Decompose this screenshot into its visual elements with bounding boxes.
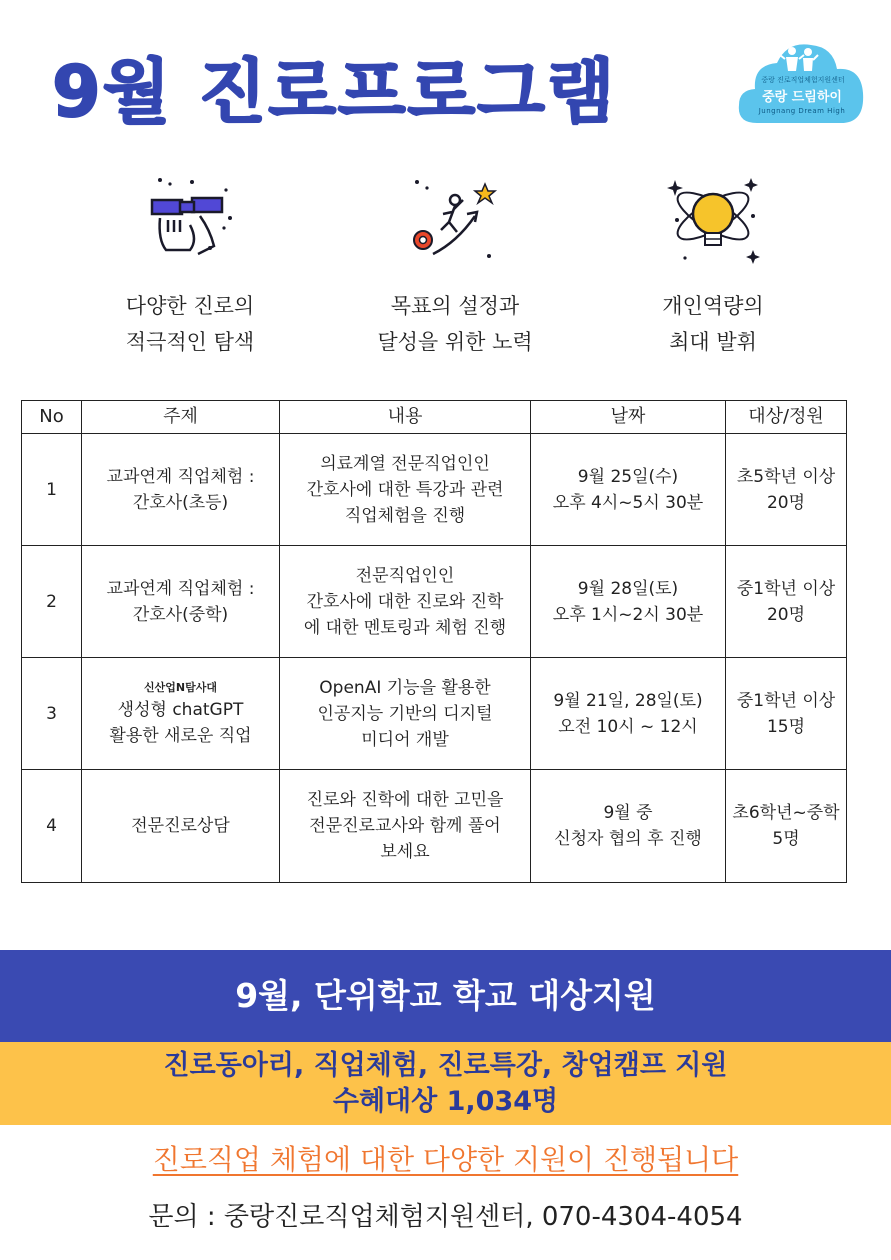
header-target: 대상/정원	[726, 401, 847, 434]
target-line: 초5학년 이상	[736, 466, 836, 487]
topic-line: 전문진로상담	[131, 816, 230, 836]
date-line: 신청자 협의 후 진행	[554, 829, 702, 849]
support-banner: 9월, 단위학교 학교 대상지원	[0, 950, 891, 1042]
target-line: 20명	[766, 492, 806, 513]
row-topic	[82, 770, 280, 883]
feature-caption-line1: 개인역량의	[662, 294, 764, 318]
header-content: 내용	[280, 401, 531, 434]
header-topic: 주제	[82, 401, 280, 434]
row-content	[280, 770, 531, 883]
notice-text: 진로직업 체험에 대한 다양한 지원이 진행됩니다	[152, 1143, 739, 1176]
support-details	[0, 1042, 891, 1125]
feature-caption-line1: 다양한 진로의	[125, 294, 255, 318]
row-target	[726, 434, 847, 546]
logo-sub: Jungnang Dream High	[758, 107, 846, 115]
row-date	[531, 546, 726, 658]
table-header-row	[22, 401, 847, 434]
row-date	[531, 770, 726, 883]
row-target	[726, 658, 847, 770]
date-line: 오후 1시~2시 30분	[552, 604, 704, 625]
support-programs: 진로동아리, 직업체험, 진로특강, 창업캠프 지원	[163, 1050, 728, 1081]
table-row	[22, 546, 847, 658]
support-beneficiaries: 수혜대상 1,034명	[332, 1086, 559, 1117]
feature-caption-line2: 적극적인 탐색	[125, 330, 255, 354]
table-row	[22, 658, 847, 770]
row-target	[726, 546, 847, 658]
content-line: 보세요	[380, 842, 430, 862]
content-line: 전문진로교사와 함께 풀어	[309, 816, 501, 836]
climbing-person-icon	[405, 170, 505, 270]
row-no: 1	[22, 434, 82, 546]
content-line: 간호사에 대한 특강과 관련	[306, 479, 504, 500]
topic-line: 교과연계 직업체험 :	[106, 578, 255, 599]
content-line: 전문직업인인	[355, 565, 455, 586]
topic-line: 활용한 새로운 직업	[109, 725, 252, 746]
date-line: 9월 21일, 28일(토)	[553, 690, 703, 711]
target-line: 20명	[766, 604, 806, 625]
table-row	[22, 434, 847, 546]
table-row	[22, 770, 847, 883]
row-no: 4	[22, 770, 82, 883]
row-no: 3	[22, 658, 82, 770]
row-date	[531, 434, 726, 546]
content-line: OpenAI 기능을 활용한	[319, 677, 491, 698]
row-target	[726, 770, 847, 883]
row-content	[280, 546, 531, 658]
row-topic	[82, 658, 280, 770]
target-line: 초6학년~중학	[732, 803, 840, 823]
target-line: 15명	[766, 716, 806, 737]
row-content	[280, 658, 531, 770]
content-line: 에 대한 멘토링과 체험 진행	[303, 617, 507, 638]
feature-goal	[335, 170, 575, 360]
feature-caption-line1: 목표의 설정과	[390, 294, 520, 318]
row-date	[531, 658, 726, 770]
feature-caption-line2: 달성을 위한 노력	[377, 330, 533, 354]
target-line: 중1학년 이상	[736, 578, 836, 599]
logo-name: 중랑 드림하이	[762, 90, 842, 105]
topic-line: 생성형 chatGPT	[117, 699, 244, 720]
content-line: 의료계열 전문직업인인	[320, 453, 490, 474]
target-line: 5명	[772, 829, 800, 849]
content-line: 인공지능 기반의 디지털	[317, 703, 493, 724]
date-line: 오후 4시~5시 30분	[552, 492, 704, 513]
content-line: 간호사에 대한 진로와 진학	[306, 591, 504, 612]
row-content	[280, 434, 531, 546]
logo-small-text: 중랑 진로직업체험지원센터	[761, 76, 845, 84]
feature-caption-line2: 최대 발휘	[669, 330, 757, 354]
row-topic	[82, 434, 280, 546]
contact-info: 문의 : 중랑진로직업체험지원센터, 070-4304-4054	[148, 1202, 743, 1232]
content-line: 미디어 개발	[361, 729, 449, 750]
header-no: No	[22, 401, 82, 434]
topic-line: 교과연계 직업체험 :	[106, 466, 255, 487]
date-line: 9월 28일(토)	[577, 578, 679, 599]
target-line: 중1학년 이상	[736, 690, 836, 711]
header-date: 날짜	[531, 401, 726, 434]
feature-potential	[593, 170, 833, 360]
lightbulb-icon	[663, 170, 763, 270]
topic-line: 간호사(초등)	[132, 492, 229, 513]
dreamhigh-logo	[735, 35, 867, 131]
feature-exploration	[70, 170, 310, 360]
topic-tag: 신산업N탐사대	[144, 680, 217, 694]
content-line: 진로와 진학에 대한 고민을	[306, 790, 504, 810]
date-line: 오전 10시 ~ 12시	[558, 716, 698, 737]
date-line: 9월 중	[603, 803, 653, 823]
date-line: 9월 25일(수)	[577, 466, 679, 487]
row-topic	[82, 546, 280, 658]
content-line: 직업체험을 진행	[344, 505, 466, 526]
binoculars-icon	[140, 170, 240, 270]
topic-line: 간호사(중학)	[132, 604, 229, 625]
row-no: 2	[22, 546, 82, 658]
program-table	[21, 400, 847, 883]
page-title: 9월 진로프로그램	[52, 51, 617, 133]
